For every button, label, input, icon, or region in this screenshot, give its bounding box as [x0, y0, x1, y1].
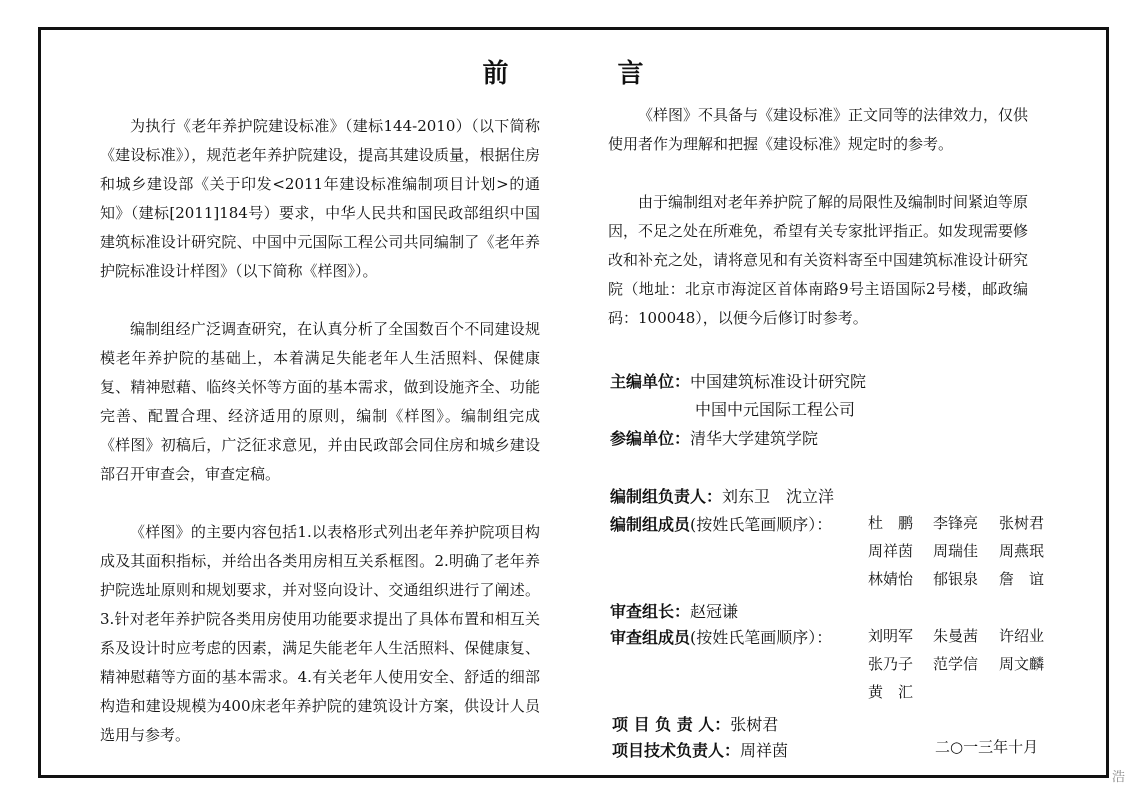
member-name: 詹 谊 [999, 570, 1045, 588]
paragraph-process: 编制组经广泛调查研究，在认真分析了全国数百个不同建设规模老年养护院的基础上，本着满足失能老年人生活照料、保健康复、精神慰藉、临终关怀等方面的基本需求，做到设施齐全、功能完善、配置合理、经济适用的原则，编制《样图》。编制组完成《样图》初稿后，广泛征求意见，并由民政部会同住房和城乡建设部召开审查会，审查定稿。 [100, 320, 540, 483]
review-member-name: 刘明军 [868, 627, 914, 645]
review-member-name: 许绍业 [999, 627, 1045, 645]
paragraph-feedback: 由于编制组对老年养护院了解的局限性及编制时间紧迫等原因，不足之处在所难免，希望有关专家批评指正。如发现需要修改和补充之处，请将意见和有关资料寄至中国建筑标准设计研究院（地址：北京市海淀区首体南路9号主语国际2号楼，邮政编码：100048），以便今后修订时参考。 [608, 193, 1029, 327]
members-line [610, 512, 832, 535]
member-name: 周瑞佳 [933, 542, 979, 560]
paragraph-purpose: 为执行《老年养护院建设标准》（建标144-2010）（以下简称《建设标准》），规范老年养护院建设，提高其建设质量，根据住房和城乡建设部《关于印发<2011年建设标准编制项目计划>的通知》（建标[2011]184号）要求，中华人民共和国民政部组织中国建筑标准设计研究院、中国中元国际工程公司共同编制了《老年养护院标准设计样图》（以下简称《样图》）。 [100, 117, 540, 280]
page-title: 前 言 [482, 59, 694, 89]
review-member-name: 张乃子 [868, 655, 914, 673]
review-member-name: 范学信 [933, 655, 979, 673]
leader-names: 刘东卫 沈立洋 [722, 487, 835, 506]
review-head-label: 审查组长： [610, 602, 691, 621]
review-member-name: 黄 汇 [868, 683, 914, 701]
project-lead-label: 项 目 负 责 人： [612, 715, 731, 734]
review-members-line [610, 625, 832, 648]
tech-lead-name: 周祥茵 [740, 741, 789, 760]
chief-unit-line [610, 369, 866, 392]
project-lead-name: 张树君 [730, 715, 779, 734]
tech-lead-line [612, 738, 788, 761]
member-name: 周祥茵 [868, 542, 914, 560]
review-head-line [610, 599, 738, 622]
publication-date: 二○一三年十月 [935, 738, 1039, 756]
review-member-name: 周文麟 [999, 655, 1045, 673]
members-label: 编制组成员 [610, 515, 691, 534]
participant-unit-label: 参编单位： [610, 429, 691, 448]
right-column [608, 101, 1028, 333]
member-name: 周燕珉 [999, 542, 1045, 560]
participant-unit: 清华大学建筑学院 [690, 429, 819, 448]
participant-unit-line [610, 426, 818, 449]
review-members-note: (按姓氏笔画顺序）： [690, 628, 833, 647]
tech-lead-label: 项目技术负责人： [612, 741, 741, 760]
leader-label: 编制组负责人： [610, 487, 723, 506]
member-name: 李锋亮 [933, 514, 979, 532]
paragraph-legal-effect: 《样图》不具备与《建设标准》正文同等的法律效力，仅供使用者作为理解和把握《建设标准》规定时的参考。 [608, 106, 1029, 153]
leader-line [610, 484, 834, 507]
corner-mark: 浩 [1112, 770, 1126, 785]
left-column [100, 112, 540, 750]
member-name: 林婧怡 [868, 570, 914, 588]
members-note: (按姓氏笔画顺序）： [690, 515, 833, 534]
chief-unit-label: 主编单位： [610, 372, 691, 391]
review-member-name: 朱曼茜 [933, 627, 979, 645]
chief-unit-2: 中国中元国际工程公司 [695, 400, 856, 419]
member-name: 杜 鹏 [868, 514, 914, 532]
review-head-name: 赵冠谦 [690, 602, 739, 621]
chief-unit-line-2 [695, 397, 855, 420]
paragraph-contents: 《样图》的主要内容包括1.以表格形式列出老年养护院项目构成及其面积指标，并给出各类用房相互关系框图。2.明确了老年养护院选址原则和规划要求，并对竖向设计、交通组织进行了阐述。3.针对老年养护院各类用房使用功能要求提出了具体布置和相互关系及设计时应考虑的因素，满足失能老年人生活照料、保健康复、精神慰藉等方面的基本需求。4.有关老年人使用安全、舒适的细部构造和建设规模为400床老年养护院的建筑设计方案，供设计人员选用与参考。 [100, 523, 540, 744]
member-name: 郁银泉 [933, 570, 979, 588]
project-lead-line [612, 712, 778, 735]
chief-unit-1: 中国建筑标准设计研究院 [690, 372, 867, 391]
review-members-label: 审查组成员 [610, 628, 691, 647]
member-name: 张树君 [999, 514, 1045, 532]
